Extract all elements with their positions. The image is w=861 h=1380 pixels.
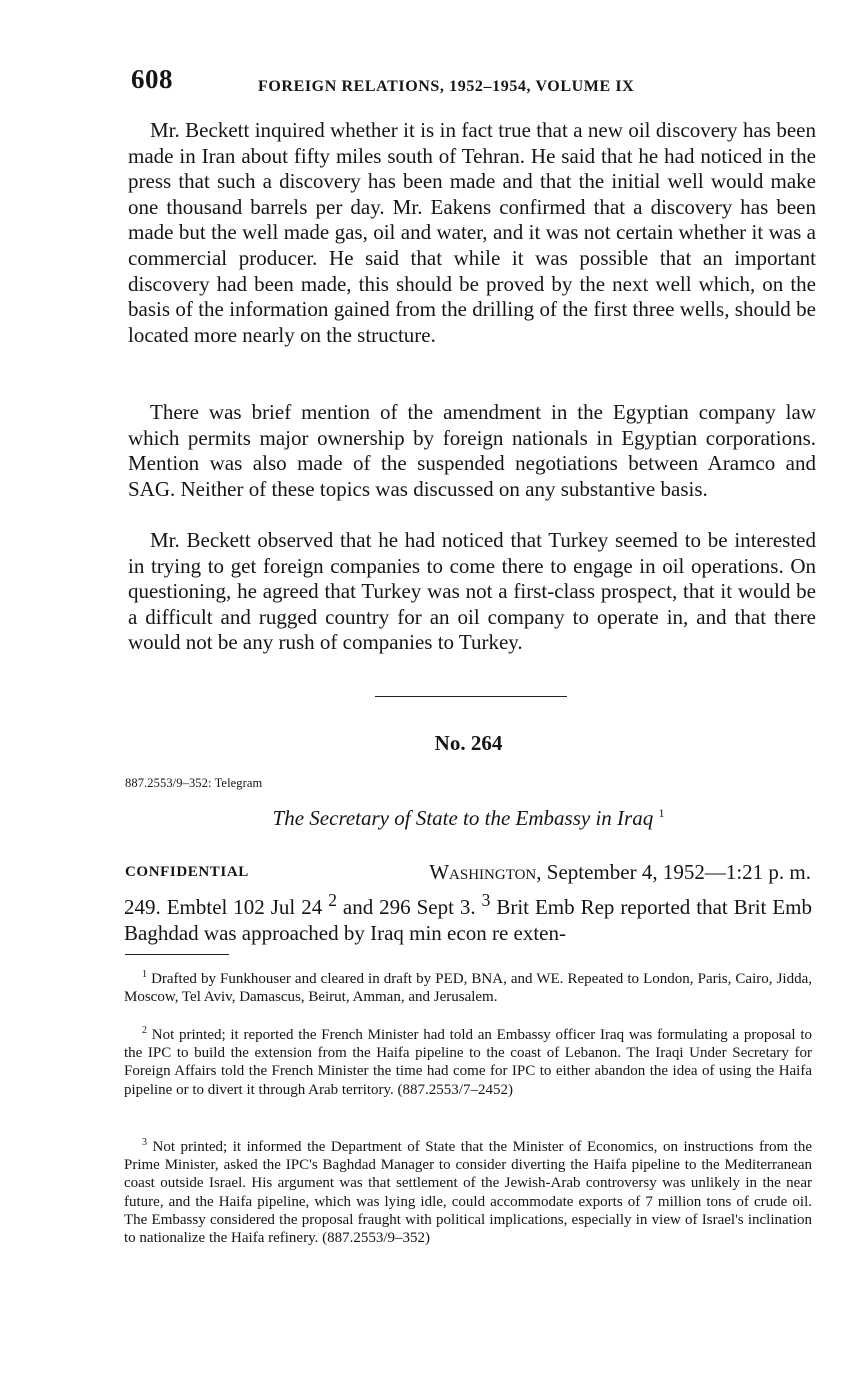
footnote-ref-2: 2 bbox=[328, 890, 337, 910]
place-name: Washington, bbox=[429, 860, 542, 884]
footnote-ref-3: 3 bbox=[481, 890, 491, 910]
document-number: No. 264 bbox=[434, 731, 503, 755]
telegram-part-2: and 296 Sept 3. bbox=[336, 895, 482, 919]
page-header bbox=[131, 64, 821, 98]
telegram-part-1: 249. Embtel 102 Jul 24 bbox=[124, 895, 329, 919]
footnote-text: Not printed; it reported the French Minister had told an Embassy officer Iraq was formulating a proposal to the IPC to build the extension from the Haifa pipeline to the coast of Lebanon. The Iraqi Under Secretary for Foreign Affairs told the French Minister the time had come for IPC to either abandon the idea of using the Haifa pipeline or to divert it through Arab territory. (887.2553/7–2452) bbox=[124, 1027, 812, 1098]
footnote-marker: 2 bbox=[142, 1025, 147, 1036]
footnote-divider bbox=[125, 954, 229, 955]
paragraph-egyptian-law: There was brief mention of the amendment in the Egyptian company law which permits major ownership by foreign nationals in Egyptian corporations. Mention was also made of the suspended negotiations between Aramco and SAG. Neither of these topics was discussed on any substantive basis. bbox=[128, 400, 816, 501]
classification-label: CONFIDENTIAL bbox=[125, 864, 249, 880]
footnote-marker: 1 bbox=[142, 969, 147, 980]
place-and-date bbox=[429, 860, 811, 885]
footnote-ref-1: 1 bbox=[658, 806, 665, 820]
footnote-text: Not printed; it informed the Department of State that the Minister of Economics, on instructions from the Prime Minister, asked the IPC's Baghdad Manager to consider diverting the Haifa pipeline to the Mediterranean coast outside Israel. His argument was that settlement of the Jewish-Arab controversy was unlikely in the near future, and the Haifa pipeline, which was lying idle, could accommodate exports of 7 million tons of crude oil. The Embassy considered the proposal fraught with political implications, especially in view of Israel's inclination to nationalize the Haifa refinery. (887.2553/9–352) bbox=[124, 1139, 812, 1247]
footnote-text: Drafted by Funkhouser and cleared in draft by PED, BNA, and WE. Repeated to London, Paris, Cairo, Jidda, Moscow, Tel Aviv, Damascus, Beirut, Amman, and Jerusalem. bbox=[124, 971, 812, 1006]
page-number: 608 bbox=[131, 64, 173, 94]
footnote-marker: 3 bbox=[142, 1137, 147, 1148]
paragraph-turkey: Mr. Beckett observed that he had noticed that Turkey seemed to be interested in trying to get foreign companies to come there to engage in oil operations. On questioning, he agreed that Turkey was not a first-class prospect, that it would be a difficult and rugged country for an oil company to operate in, and that there would not be any rush of companies to Turkey. bbox=[128, 528, 816, 655]
dateline bbox=[125, 860, 811, 886]
paragraph-oil-discovery: Mr. Beckett inquired whether it is in fact true that a new oil discovery has been made in Iran about fifty miles south of Tehran. He said that he had noticed in the press that such a discovery has been made and that the initial well would make one thousand barrels per day. Mr. Eakens confirmed that a discovery has been made but the well made gas, oil and water, and it was not certain whether it was a commercial producer. He said that while it was possible that an important discovery had been made, this should be proved by the next well which, on the basis of the information gained from the drilling of the first three wells, should be located more nearly on the structure. bbox=[128, 118, 816, 347]
document-title-text: The Secretary of State to the Embassy in Iraq bbox=[272, 806, 654, 830]
section-divider bbox=[375, 696, 567, 697]
footnote-1 bbox=[124, 966, 812, 1006]
telegram-part-3: Brit Emb Rep reported that Brit Emb Baghdad was approached by Iraq min econ re exten- bbox=[124, 895, 812, 945]
footnote-3 bbox=[124, 1134, 812, 1247]
running-head: FOREIGN RELATIONS, 1952–1954, VOLUME IX bbox=[258, 78, 635, 95]
source-note: 887.2553/9–352: Telegram bbox=[125, 776, 263, 790]
footnote-2 bbox=[124, 1022, 812, 1099]
document-title bbox=[0, 806, 861, 831]
date-time: September 4, 1952—1:21 p. m. bbox=[541, 860, 811, 884]
telegram-text bbox=[124, 888, 812, 946]
